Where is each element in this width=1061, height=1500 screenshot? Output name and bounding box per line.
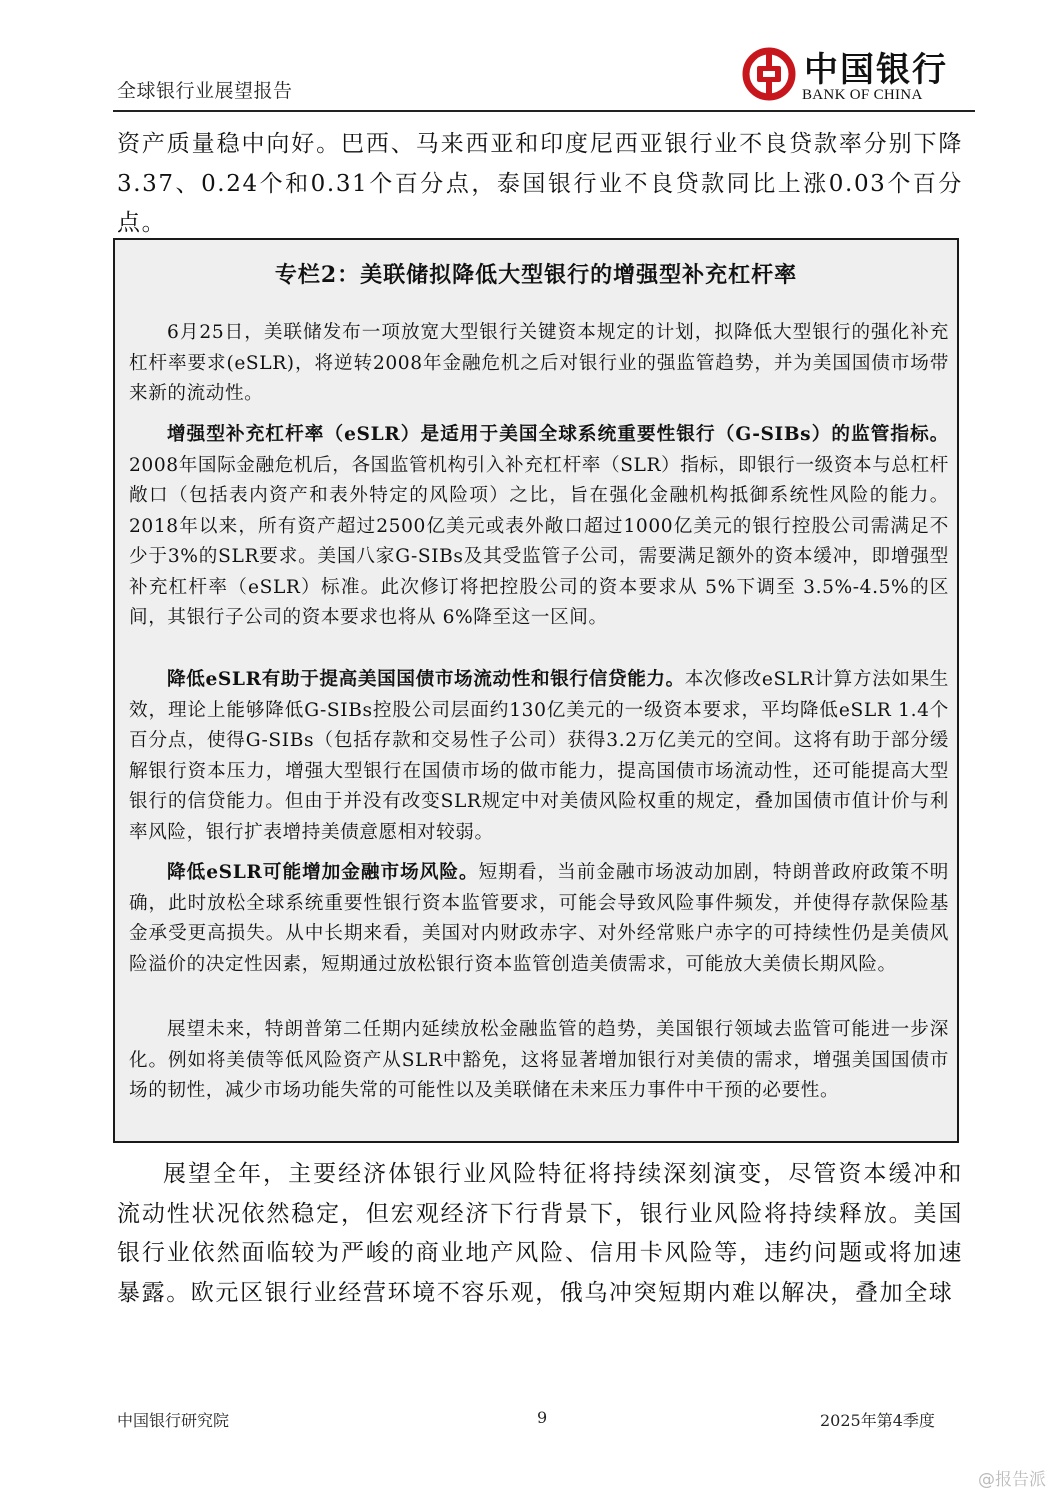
paragraph-text: 展望未来，特朗普第二任期内延续放松金融监管的趋势，美国银行领域去监管可能进一步深化。例如将美债等低风险资产从SLR中豁免，这将显著增加银行对美债的需求，增强美国国债市场的韧性，减少市场功能失常的可能性以及美联储在未来压力事件中干预的必要性。 bbox=[129, 1019, 949, 1101]
intro-paragraph: 资产质量稳中向好。巴西、马来西亚和印度尼西亚银行业不良贷款率分别下降3.37、0.24个和0.31个百分点，泰国银行业不良贷款同比上涨0.03个百分点。 bbox=[117, 131, 963, 236]
paragraph-lead: 降低eSLR有助于提高美国国债市场流动性和银行信贷能力。 bbox=[167, 669, 685, 690]
header-divider bbox=[113, 110, 975, 112]
logo-name-cn: 中国银行 bbox=[804, 50, 948, 90]
bank-logo bbox=[742, 42, 952, 108]
sidebar-box bbox=[113, 238, 959, 1143]
box-paragraph bbox=[129, 665, 949, 848]
footer-page-number: 9 bbox=[537, 1408, 548, 1427]
box-paragraph bbox=[129, 318, 949, 410]
watermark: @报告派 bbox=[978, 1470, 1046, 1490]
sidebar-box-title: 专栏2：美联储拟降低大型银行的增强型补充杠杆率 bbox=[274, 262, 798, 288]
box-paragraph bbox=[129, 858, 949, 980]
box-paragraph bbox=[129, 1015, 949, 1107]
logo-name-en: BANK OF CHINA bbox=[802, 87, 923, 103]
paragraph-text: 2008年国际金融危机后，各国监管机构引入补充杠杆率（SLR）指标，即银行一级资本与总杠杆敞口（包括表内资产和表外特定的风险项）之比，旨在强化金融机构抵御系统性风险的能力。2018年以来，所有资产超过2500亿美元或表外敞口超过1000亿美元的银行控股公司需满足不少于3%的SLR要求。美国八家G-SIBs及其受监管子公司，需要满足额外的资本缓冲，即增强型补充杠杆率（eSLR）标准。此次修订将把控股公司的资本要求从 5%下调至 3.5%-4.5%的区间，其银行子公司的资本要求也将从 6%降至这一区间。 bbox=[129, 454, 949, 628]
paragraph-lead: 增强型补充杠杆率（eSLR）是适用于美国全球系统重要性银行（G-SIBs）的监管指标。 bbox=[167, 424, 949, 445]
paragraph-text: 短期看，当前金融市场波动加剧，特朗普政府政策不明确，此时放松全球系统重要性银行资本监管要求，可能会导致风险事件频发，并使得存款保险基金承受更高损失。从中长期来看，美国对内财政赤字、对外经常账户赤字的可持续性仍是美债风险溢价的决定性因素，短期通过放松银行资本监管创造美债需求，可能放大美债长期风险。 bbox=[129, 862, 949, 975]
paragraph-text: 6月25日，美联储发布一项放宽大型银行关键资本规定的计划，拟降低大型银行的强化补充杠杆率要求(eSLR)，将逆转2008年金融危机之后对银行业的强监管趋势，并为美国国债市场带来新的流动性。 bbox=[129, 322, 949, 404]
closing-paragraph: 展望全年，主要经济体银行业风险特征将持续深刻演变，尽管资本缓冲和流动性状况依然稳定，但宏观经济下行背景下，银行业风险将持续释放。美国银行业依然面临较为严峻的商业地产风险、信用卡风险等，违约问题或将加速暴露。欧元区银行业经营环境不容乐观，俄乌冲突短期内难以解决，叠加全球 bbox=[117, 1161, 963, 1306]
paragraph-lead: 降低eSLR可能增加金融市场风险。 bbox=[167, 862, 479, 883]
report-title: 全球银行业展望报告 bbox=[117, 80, 293, 102]
paragraph-text: 本次修改eSLR计算方法如果生效，理论上能够降低G-SIBs控股公司层面约130亿美元的一级资本要求，平均降低eSLR 1.4个百分点，使得G-SIBs（包括存款和交易性子公司）获得3.2万亿美元的空间。这将有助于部分缓解银行资本压力，增强大型银行在国债市场的做市能力，提高国债市场流动性，还可能提高大型银行的信贷能力。但由于并没有改变SLR规定中对美债风险权重的规定，叠加国债市值计价与利率风险，银行扩表增持美债意愿相对较弱。 bbox=[129, 669, 949, 843]
footer-publisher: 中国银行研究院 bbox=[117, 1411, 230, 1430]
box-paragraph bbox=[129, 420, 949, 634]
footer-issue: 2025年第4季度 bbox=[820, 1411, 935, 1430]
bank-of-china-logo-icon bbox=[742, 47, 796, 101]
